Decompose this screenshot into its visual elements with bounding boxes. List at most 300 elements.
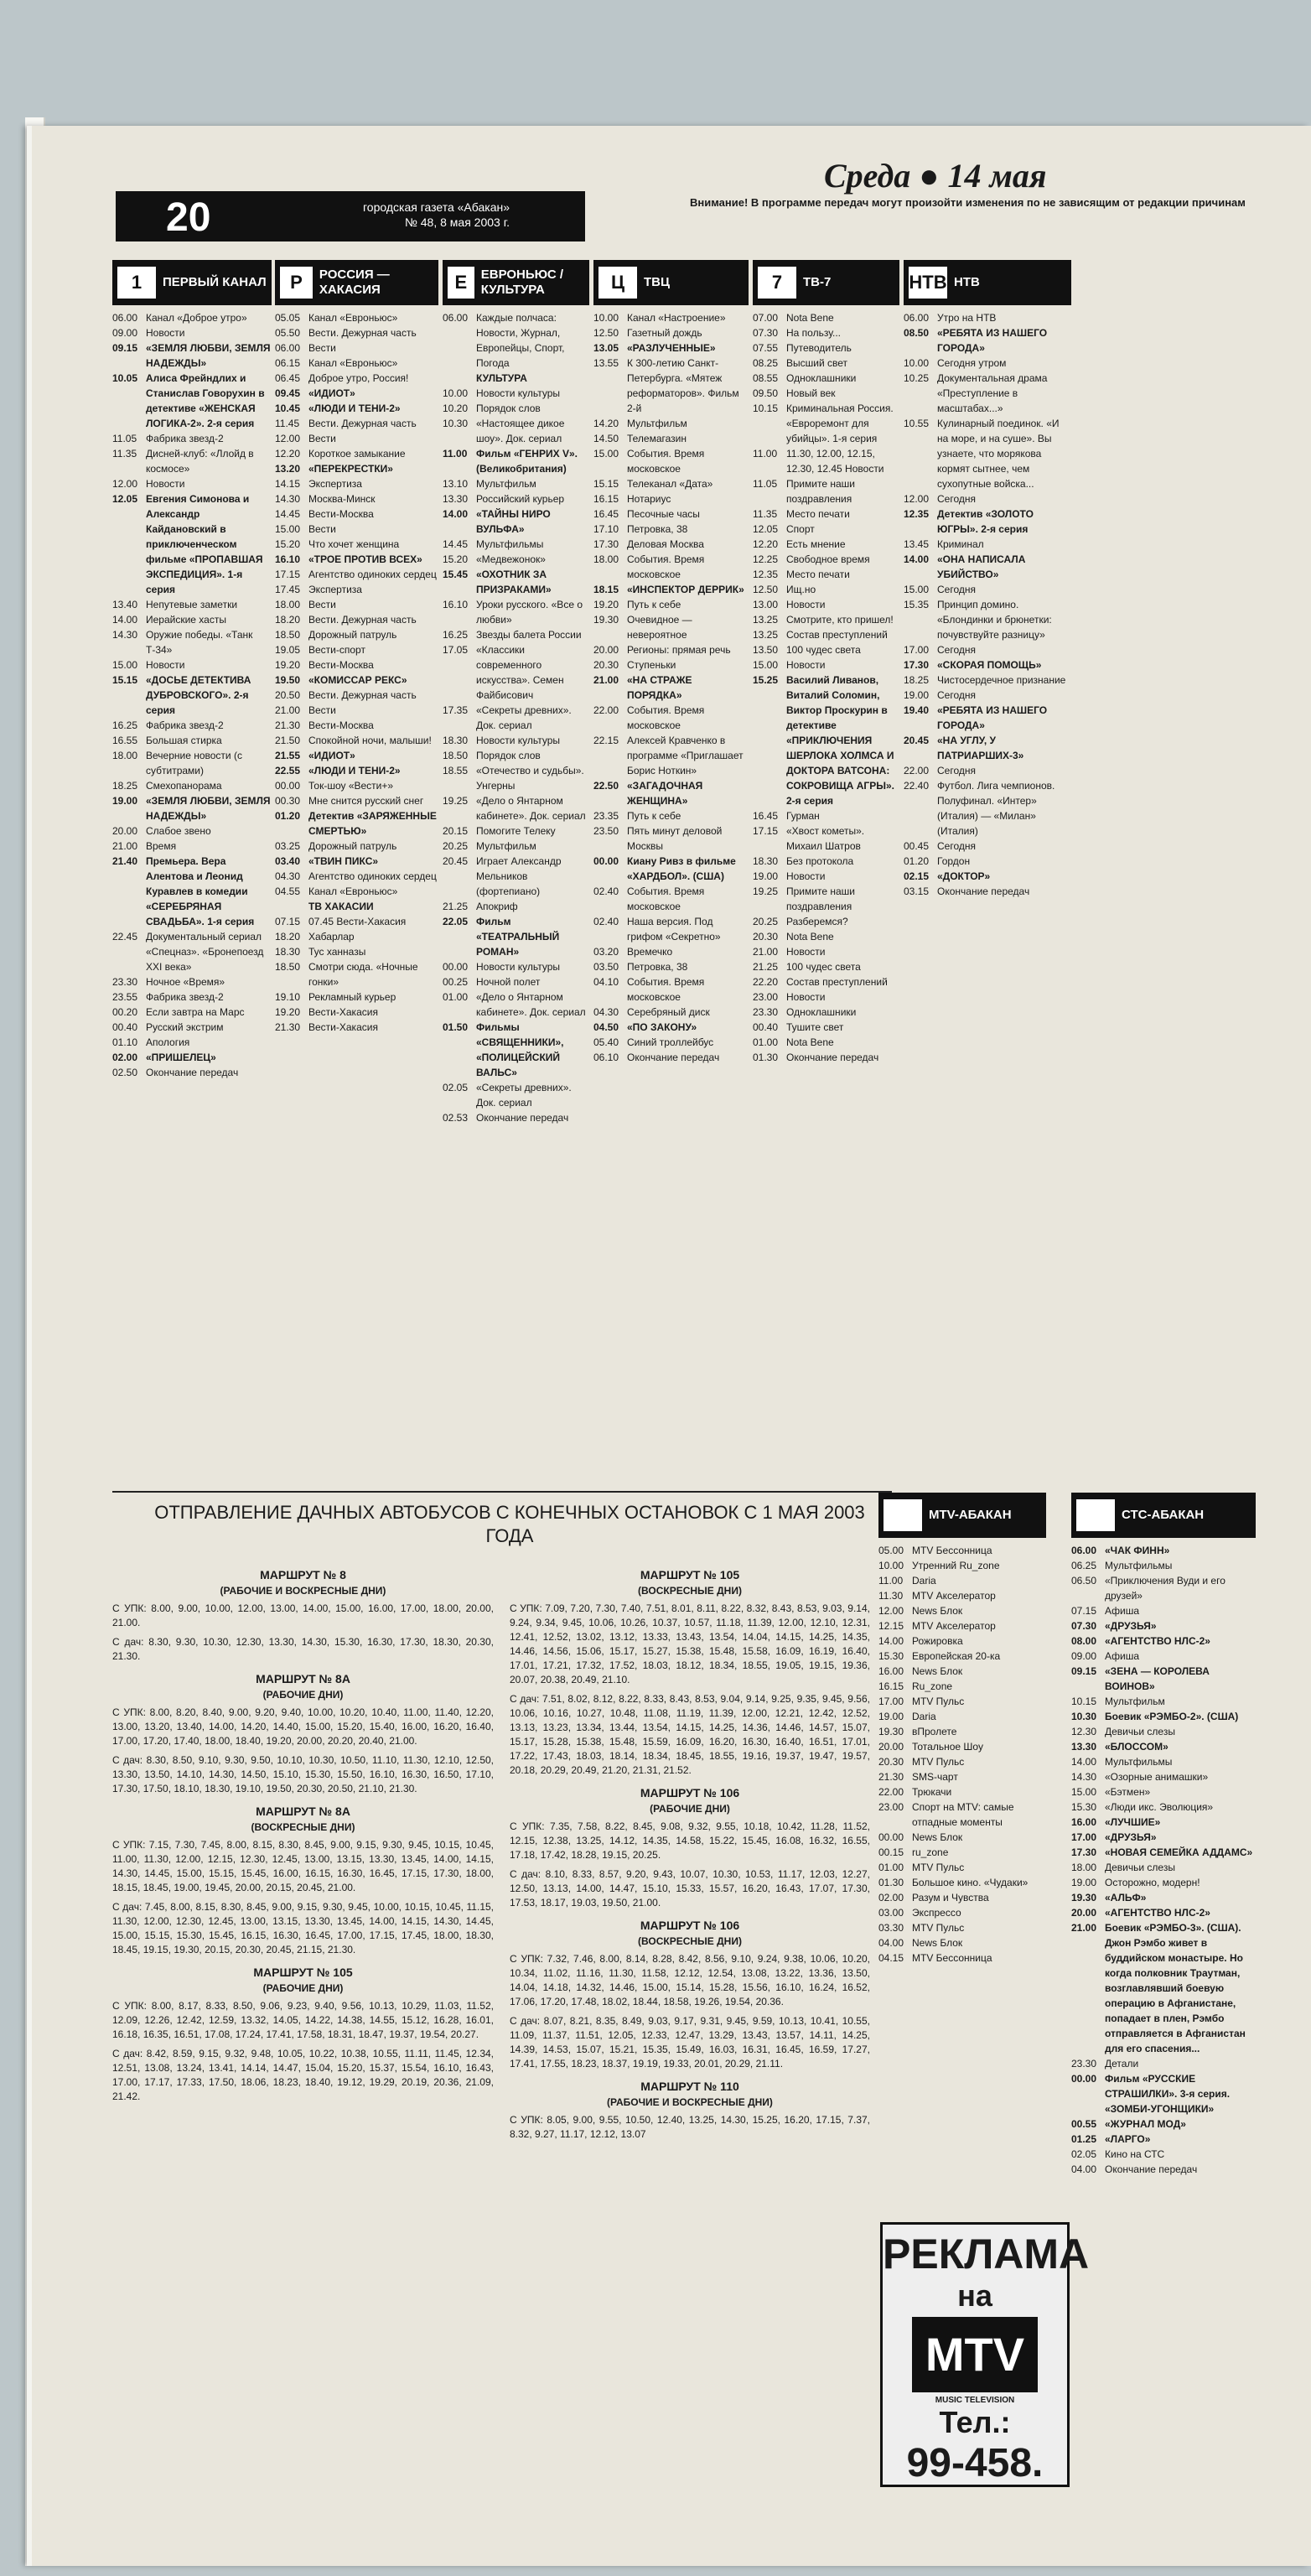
program-title: Одноклашники xyxy=(786,1006,857,1018)
program-title: Окончание передач xyxy=(1105,2163,1198,2175)
program-title: Вести-Москва xyxy=(308,659,374,671)
program-title: Сегодня xyxy=(937,644,976,656)
program-time: 22.00 xyxy=(904,765,930,776)
program-title: Окончание передач xyxy=(937,886,1030,897)
program-row xyxy=(904,310,1071,325)
program-row xyxy=(753,446,899,476)
program-title: Разум и Чувства xyxy=(912,1892,989,1903)
program-time: 04.10 xyxy=(593,976,619,988)
program-row xyxy=(275,356,438,371)
program-row xyxy=(878,1890,1046,1905)
program-title: «ДРУЗЬЯ» xyxy=(1105,1831,1157,1843)
program-row xyxy=(904,491,1071,506)
channel-column xyxy=(275,260,438,1035)
program-time: 07.15 xyxy=(275,916,301,927)
program-time: 20.30 xyxy=(593,659,619,671)
program-title: Канал «Евроньюс» xyxy=(308,357,398,369)
program-title: Телеканал «Дата» xyxy=(627,478,713,490)
program-time xyxy=(275,899,308,914)
program-time: 13.30 xyxy=(443,493,469,505)
program-time: 16.00 xyxy=(1071,1816,1097,1828)
program-title: Слабое звено xyxy=(146,825,211,837)
program-row xyxy=(753,657,899,673)
program-title: «ДОСЬЕ ДЕТЕКТИВА ДУБРОВСКОГО». 2-я серия xyxy=(146,674,251,716)
program-row xyxy=(904,703,1071,733)
program-row xyxy=(112,431,272,446)
program-row xyxy=(904,642,1071,657)
program-row xyxy=(275,310,438,325)
program-title: Мультфильм xyxy=(476,478,536,490)
program-time: 16.15 xyxy=(593,493,619,505)
bottom-channel-header xyxy=(878,1493,1046,1538)
program-row xyxy=(1071,1830,1256,1845)
program-title: Афиша xyxy=(1105,1605,1140,1617)
program-row xyxy=(443,552,589,567)
program-time: 05.40 xyxy=(593,1036,619,1048)
program-row xyxy=(443,763,589,793)
program-time: 10.25 xyxy=(904,372,930,384)
program-time: 15.00 xyxy=(593,448,619,460)
program-title: Мне снится русский снег xyxy=(308,795,424,807)
route-from-dach: С дач: 8.30, 8.50, 9.10, 9.30, 9.50, 10.10, 10.30, 10.50, 11.10, 11.30, 12.10, 12.50, 13.30, 13.50, 14.10, 14.30, 14.50, 15.10, 15.30, 15.50, 16.10, 16.30, 16.50, 17.10, 17.30, 17.50, 18.10, 18.30, 19.10, 19.50, 20.30, 20.50, 21.10, 21.30. xyxy=(112,1754,494,1794)
program-row xyxy=(1071,1815,1256,1830)
program-title: Криминал xyxy=(937,538,984,550)
program-time: 10.20 xyxy=(443,402,469,414)
program-title: «ОХОТНИК ЗА ПРИЗРАКАМИ» xyxy=(476,569,552,595)
program-row xyxy=(275,959,438,989)
program-row xyxy=(275,718,438,733)
program-title: Что хочет женщина xyxy=(308,538,400,550)
program-row xyxy=(275,884,438,899)
program-title: «ТРОЕ ПРОТИВ ВСЕХ» xyxy=(308,553,422,565)
program-row xyxy=(753,1050,899,1065)
program-title: Мультфильм xyxy=(627,418,687,429)
program-row xyxy=(112,823,272,839)
program-row xyxy=(275,763,438,778)
program-row xyxy=(753,401,899,446)
program-time: 20.25 xyxy=(753,916,779,927)
program-row xyxy=(753,476,899,506)
channel-header xyxy=(443,260,589,305)
program-time: 20.00 xyxy=(1071,1907,1097,1919)
program-time: 10.55 xyxy=(904,418,930,429)
program-row xyxy=(443,914,589,959)
program-title: Детектив «ЗАРЯЖЕННЫЕ СМЕРТЬЮ» xyxy=(308,810,437,837)
program-title: Вести xyxy=(308,599,336,610)
program-row xyxy=(443,793,589,823)
bus-routes-left xyxy=(112,1560,494,2109)
program-time: 05.00 xyxy=(878,1545,904,1556)
program-row xyxy=(593,582,749,597)
program-time: 20.45 xyxy=(443,855,469,867)
program-time: 16.25 xyxy=(112,719,138,731)
program-time: 21.00 xyxy=(753,946,779,958)
program-title: Тушите свет xyxy=(786,1021,844,1033)
program-title: «ПЕРЕКРЕСТКИ» xyxy=(308,463,393,475)
program-time: 01.25 xyxy=(1071,2133,1097,2145)
program-time: 18.00 xyxy=(275,599,301,610)
program-row xyxy=(275,371,438,386)
program-row xyxy=(593,537,749,552)
program-time: 02.05 xyxy=(443,1082,469,1093)
program-time: 11.00 xyxy=(878,1575,904,1587)
program-time: 20.25 xyxy=(443,840,469,852)
program-row xyxy=(904,778,1071,839)
program-row xyxy=(275,446,438,461)
program-time: 17.05 xyxy=(443,644,469,656)
program-title: Вести xyxy=(308,523,336,535)
program-time: 12.00 xyxy=(275,433,301,444)
program-title: Мультфильмы xyxy=(1105,1560,1173,1571)
program-row xyxy=(1071,1890,1256,1905)
ad-phone: 99-458. xyxy=(906,2441,1044,2485)
route-from-upk: С УПК: 8.00, 8.17, 8.33, 8.50, 9.06, 9.23, 9.40, 9.56, 10.13, 10.29, 11.03, 11.52, 12.09, 12.26, 12.42, 12.59, 13.32, 14.05, 14.22, 14.38, 14.55, 15.12, 16.28, 16.01, 16.18, 16.35, 16.51, 17.08, 17.24, 17.41, 17.58, 18.31, 18.47, 19.37, 19.54, 20.27. xyxy=(112,2000,494,2040)
program-title: Путь к себе xyxy=(627,810,681,822)
program-time: 22.40 xyxy=(904,780,930,792)
program-row xyxy=(904,325,1071,356)
program-row xyxy=(593,974,749,1005)
program-time: 19.00 xyxy=(878,1711,904,1722)
program-row xyxy=(112,673,272,718)
program-title: «АГЕНТСТВО НЛС-2» xyxy=(1105,1907,1210,1919)
program-time: 14.00 xyxy=(443,508,469,520)
program-title: Смехопанорама xyxy=(146,780,222,792)
route-from-dach: С дач: 7.45, 8.00, 8.15, 8.30, 8.45, 9.00, 9.15, 9.30, 9.45, 10.00, 10.15, 10.45, 11.15, 11.30, 12.00, 12.30, 12.45, 13.00, 13.15, 13.30, 13.45, 14.00, 14.15, 14.30, 14.45, 15.00, 15.15, 15.30, 15.45, 16.15, 16.30, 16.45, 17.00, 17.15, 17.45, 18.00, 18.30, 18.45, 19.15, 19.30, 20.15, 20.30, 20.45, 21.15, 21.30. xyxy=(112,1901,494,1955)
program-title: Алиса Фрейндлих и Станислав Говорухин в детективе «ЖЕНСКАЯ ЛОГИКА-2». 2-я серия xyxy=(146,372,265,429)
program-row xyxy=(593,446,749,476)
channel-name: РОССИЯ — ХАКАСИЯ xyxy=(319,267,390,297)
program-row xyxy=(112,1065,272,1080)
program-time: 23.35 xyxy=(593,810,619,822)
program-time: 16.15 xyxy=(878,1680,904,1692)
program-row xyxy=(904,356,1071,371)
channel-header xyxy=(904,260,1071,305)
program-time: 09.00 xyxy=(112,327,138,339)
program-time: 10.00 xyxy=(593,312,619,324)
program-time: 21.00 xyxy=(112,840,138,852)
program-time: 15.00 xyxy=(753,659,779,671)
program-time: 14.30 xyxy=(1071,1771,1097,1783)
program-title: Кулинарный поединок. «И на море, и на суше». Вы узнаете, что морякова кормят сытнее, чем сухопутные войска... xyxy=(937,418,1060,490)
program-title: Непутевые заметки xyxy=(146,599,238,610)
program-time: 22.20 xyxy=(753,976,779,988)
program-time: 10.30 xyxy=(443,418,469,429)
program-row xyxy=(112,1050,272,1065)
program-time: 10.00 xyxy=(443,387,469,399)
program-time: 19.20 xyxy=(275,659,301,671)
program-time: 14.00 xyxy=(904,553,930,565)
program-time: 10.15 xyxy=(1071,1696,1097,1707)
program-time: 07.00 xyxy=(753,312,779,324)
program-row xyxy=(112,340,272,371)
newspaper-page xyxy=(32,126,1311,2566)
program-title: Мультфильмы xyxy=(476,538,544,550)
program-title: «НОВАЯ СЕМЕЙКА АДДАМС» xyxy=(1105,1846,1253,1858)
program-row xyxy=(112,371,272,431)
program-row xyxy=(443,627,589,642)
program-title: Российский курьер xyxy=(476,493,565,505)
program-row xyxy=(1071,2162,1256,2177)
program-row xyxy=(443,839,589,854)
program-title: Рожировка xyxy=(912,1635,963,1647)
program-time: 19.10 xyxy=(275,991,301,1003)
program-row xyxy=(112,657,272,673)
program-row xyxy=(275,673,438,688)
program-time: 01.30 xyxy=(878,1877,904,1888)
program-row xyxy=(753,1035,899,1050)
program-title: На пользу... xyxy=(786,327,842,339)
program-row xyxy=(753,914,899,929)
program-time: 01.20 xyxy=(275,810,301,822)
program-title: Ночной полет xyxy=(476,976,541,988)
program-row xyxy=(112,1005,272,1020)
channel-header xyxy=(275,260,438,305)
program-row xyxy=(1071,1754,1256,1769)
program-time: 01.10 xyxy=(112,1036,138,1048)
program-row xyxy=(593,356,749,416)
program-time: 13.05 xyxy=(593,342,619,354)
program-time: 17.30 xyxy=(593,538,619,550)
program-title: Рекламный курьер xyxy=(308,991,396,1003)
program-title: «ЖУРНАЛ МОД» xyxy=(1105,2118,1186,2130)
channel-logo-icon: Е xyxy=(448,267,474,299)
program-title: Доброе утро, Россия! xyxy=(308,372,409,384)
program-time: 04.50 xyxy=(593,1021,619,1033)
program-title: Вести-Хакасия xyxy=(308,1006,378,1018)
channel-name: ПЕРВЫЙ КАНАЛ xyxy=(163,275,267,289)
program-time: 15.45 xyxy=(443,569,469,580)
route-from-upk: С УПК: 7.09, 7.20, 7.30, 7.40, 7.51, 8.01, 8.11, 8.22, 8.32, 8.43, 8.53, 9.03, 9.14, 9.24, 9.34, 9.45, 10.06, 10.26, 10.37, 10.57, 11.18, 11.39, 12.00, 12.10, 12.31, 12.41, 12.52, 13.02, 13.12, 13.33, 13.43, 13.54, 14.04, 14.15, 14.25, 14.35, 14.46, 14.56, 15.06, 15.17, 15.27, 15.38, 15.48, 15.58, 16.09, 16.19, 16.40, 17.01, 17.21, 17.32, 17.52, 18.03, 18.12, 18.34, 18.55, 19.05, 19.15, 19.36, 20.07, 20.38, 20.49, 21.10. xyxy=(510,1602,870,1685)
section-divider xyxy=(112,1491,892,1493)
program-row xyxy=(878,1950,1046,1966)
program-title: «ЛАРГО» xyxy=(1105,2133,1151,2145)
program-row xyxy=(753,989,899,1005)
program-time: 08.25 xyxy=(753,357,779,369)
program-row xyxy=(443,642,589,703)
program-row xyxy=(112,1020,272,1035)
program-title: Апокриф xyxy=(476,901,518,912)
program-title: Путеводитель xyxy=(786,342,852,354)
program-row xyxy=(1071,1905,1256,1920)
program-title: Новости xyxy=(146,659,185,671)
program-title: MTV Пульс xyxy=(912,1756,965,1768)
program-title: Вести xyxy=(308,342,336,354)
program-title: Криминальная Россия. «Евроремонт для убийцы». 1-я серия xyxy=(786,402,894,444)
program-row xyxy=(753,537,899,552)
program-row xyxy=(878,1679,1046,1694)
program-time: 18.50 xyxy=(275,961,301,973)
program-row xyxy=(275,627,438,642)
bus-route xyxy=(510,1786,870,1910)
program-title: Вести-Хакасия xyxy=(308,1021,378,1033)
program-time: 12.30 xyxy=(1071,1726,1097,1737)
program-row xyxy=(275,869,438,884)
program-title: Канал «Евроньюс» xyxy=(308,312,398,324)
route-from-dach: С дач: 8.10, 8.33, 8.57, 9.20, 9.43, 10.07, 10.30, 10.53, 11.17, 12.03, 12.27, 12.50, 13.13, 14.00, 14.47, 15.10, 15.33, 15.57, 16.20, 16.43, 17.07, 17.30, 17.53, 18.17, 19.03, 19.50, 21.00. xyxy=(510,1868,870,1909)
program-row xyxy=(275,1005,438,1020)
program-row xyxy=(275,748,438,763)
program-time: 12.15 xyxy=(878,1620,904,1632)
program-time: 00.00 xyxy=(443,961,469,973)
program-row xyxy=(443,476,589,491)
program-row xyxy=(878,1845,1046,1860)
program-time: 16.45 xyxy=(753,810,779,822)
program-time: 03.30 xyxy=(878,1922,904,1934)
program-time: 06.45 xyxy=(275,372,301,384)
program-time: 13.30 xyxy=(1071,1741,1097,1753)
page-number: 20 xyxy=(166,195,211,240)
program-time: 19.30 xyxy=(878,1726,904,1737)
program-title: События. Время московское xyxy=(627,886,705,912)
program-row xyxy=(112,778,272,793)
program-row xyxy=(275,582,438,597)
program-time: 14.30 xyxy=(275,493,301,505)
program-time: 18.00 xyxy=(112,750,138,761)
program-row xyxy=(275,401,438,416)
program-title: Мультфильм xyxy=(476,840,536,852)
program-row xyxy=(593,506,749,522)
program-title: Сегодня xyxy=(937,765,976,776)
program-time: 21.25 xyxy=(443,901,469,912)
program-time: 17.35 xyxy=(443,704,469,716)
program-time: 13.45 xyxy=(904,538,930,550)
ad-on: на xyxy=(957,2278,992,2313)
program-title: MTV Пульс xyxy=(912,1696,965,1707)
program-row xyxy=(753,612,899,627)
program-row xyxy=(112,476,272,491)
ad-phone-label: Тел.: xyxy=(939,2405,1011,2439)
program-time: 23.30 xyxy=(753,1006,779,1018)
program-title: Дисней-клуб: «Ллойд в космосе» xyxy=(146,448,254,475)
route-from-upk: С УПК: 8.05, 9.00, 9.55, 10.50, 12.40, 13.25, 14.30, 15.25, 16.20, 17.15, 7.37, 8.32, 9.27, 11.17, 12.12, 13.07 xyxy=(510,2114,870,2140)
channel-logo-icon xyxy=(884,1499,922,1531)
program-time: 16.10 xyxy=(443,599,469,610)
program-title: Спорт xyxy=(786,523,815,535)
program-time: 14.15 xyxy=(275,478,301,490)
route-title: МАРШРУТ № 105 xyxy=(640,1568,740,1581)
program-row xyxy=(878,1649,1046,1664)
program-title: Новости xyxy=(146,327,185,339)
program-row xyxy=(112,310,272,325)
program-title: «ЗАГАДОЧНАЯ ЖЕНЩИНА» xyxy=(627,780,703,807)
program-row xyxy=(904,854,1071,869)
program-title: Вести-Москва xyxy=(308,719,374,731)
program-title: Nota Bene xyxy=(786,312,834,324)
program-row xyxy=(878,1618,1046,1633)
mtv-advertisement xyxy=(880,2222,1090,2487)
program-time: 19.20 xyxy=(275,1006,301,1018)
program-time: 05.05 xyxy=(275,312,301,324)
program-title: «ПРИШЕЛЕЦ» xyxy=(146,1052,216,1063)
program-title: Нотариус xyxy=(627,493,671,505)
program-time: 02.00 xyxy=(878,1892,904,1903)
program-row xyxy=(275,808,438,839)
program-row xyxy=(1071,1724,1256,1739)
program-title: Песочные часы xyxy=(627,508,700,520)
program-title: Кино на СТС xyxy=(1105,2148,1165,2160)
program-row xyxy=(112,748,272,778)
bus-route xyxy=(510,2080,870,2142)
program-row xyxy=(878,1875,1046,1890)
program-title: «ЧАК ФИНН» xyxy=(1105,1545,1170,1556)
channel-header xyxy=(753,260,899,305)
program-time: 21.30 xyxy=(878,1771,904,1783)
program-title: Порядок слов xyxy=(476,750,541,761)
program-title: Сегодня xyxy=(937,840,976,852)
program-title: Daria xyxy=(912,1711,936,1722)
program-row xyxy=(753,356,899,371)
program-title: Без протокола xyxy=(786,855,854,867)
program-time: 11.45 xyxy=(275,418,300,429)
program-time: 16.45 xyxy=(593,508,619,520)
program-title: Чистосердечное признание xyxy=(937,674,1066,686)
program-row xyxy=(593,808,749,823)
program-title: Есть мнение xyxy=(786,538,846,550)
program-time: 13.25 xyxy=(753,614,779,626)
program-title: MTV Акселератор xyxy=(912,1590,996,1602)
issue-info xyxy=(325,200,510,230)
program-title: Новости xyxy=(786,870,826,882)
bus-route xyxy=(112,1966,494,2104)
route-from-dach: С дач: 8.07, 8.21, 8.35, 8.49, 9.03, 9.17, 9.31, 9.45, 9.59, 10.13, 10.41, 10.55, 11.09, 11.37, 11.51, 12.05, 12.33, 12.47, 13.29, 13.43, 13.57, 14.11, 14.25, 14.39, 14.53, 15.07, 15.21, 15.35, 15.49, 16.03, 16.31, 16.45, 16.59, 17.27, 17.41, 17.55, 18.23, 18.37, 19.19, 19.33, 20.01, 20.29, 21.11. xyxy=(510,2015,870,2070)
program-time: 11.35 xyxy=(753,508,778,520)
program-time: 17.15 xyxy=(753,825,779,837)
program-time: 14.20 xyxy=(593,418,619,429)
program-row xyxy=(753,959,899,974)
program-title: Место печати xyxy=(786,569,850,580)
program-time: 03.20 xyxy=(593,946,619,958)
program-row xyxy=(275,839,438,854)
program-title: MTV Пульс xyxy=(912,1862,965,1873)
program-title: Девичьи слезы xyxy=(1105,1726,1175,1737)
program-time: 06.50 xyxy=(1071,1575,1097,1587)
program-row xyxy=(753,597,899,612)
program-title: Ток-шоу «Вести+» xyxy=(308,780,394,792)
program-row xyxy=(904,416,1071,491)
program-row xyxy=(878,1754,1046,1769)
program-title: «ЛУЧШИЕ» xyxy=(1105,1816,1161,1828)
program-title: «ЗЕМЛЯ ЛЮБВИ, ЗЕМЛЯ НАДЕЖДЫ» xyxy=(146,795,271,822)
program-row xyxy=(593,597,749,612)
program-title: Вечерние новости (с субтитрами) xyxy=(146,750,242,776)
program-title: «Хвост кометы». Михаил Шатров xyxy=(786,825,865,852)
program-time: 10.05 xyxy=(112,372,138,384)
program-time: 16.00 xyxy=(878,1665,904,1677)
program-title: Nota Bene xyxy=(786,931,834,943)
program-time: 10.45 xyxy=(275,402,301,414)
program-title: Вести. Дежурная часть xyxy=(308,614,417,626)
program-time: 08.55 xyxy=(753,372,779,384)
bus-route xyxy=(112,1672,494,1796)
program-time: 12.05 xyxy=(112,493,138,505)
program-title: Спорт на MTV: самые отпадные моменты xyxy=(912,1801,1014,1828)
program-time: 22.50 xyxy=(593,780,619,792)
program-time: 07.55 xyxy=(753,342,779,354)
program-row xyxy=(275,597,438,612)
program-time: 01.00 xyxy=(878,1862,904,1873)
program-row xyxy=(753,642,899,657)
program-time: 06.15 xyxy=(275,357,301,369)
program-row xyxy=(275,733,438,748)
ad-title: РЕКЛАМА xyxy=(883,2231,1090,2277)
program-time: 02.15 xyxy=(904,870,930,882)
program-title: Каждые полчаса: Новости, Журнал, Европейцы, Спорт, Погода xyxy=(476,312,565,369)
program-time: 20.30 xyxy=(878,1756,904,1768)
program-time: 21.55 xyxy=(275,750,301,761)
program-time: 14.00 xyxy=(1071,1756,1097,1768)
program-time: 22.00 xyxy=(593,704,619,716)
program-title: Экспертиза xyxy=(308,584,362,595)
